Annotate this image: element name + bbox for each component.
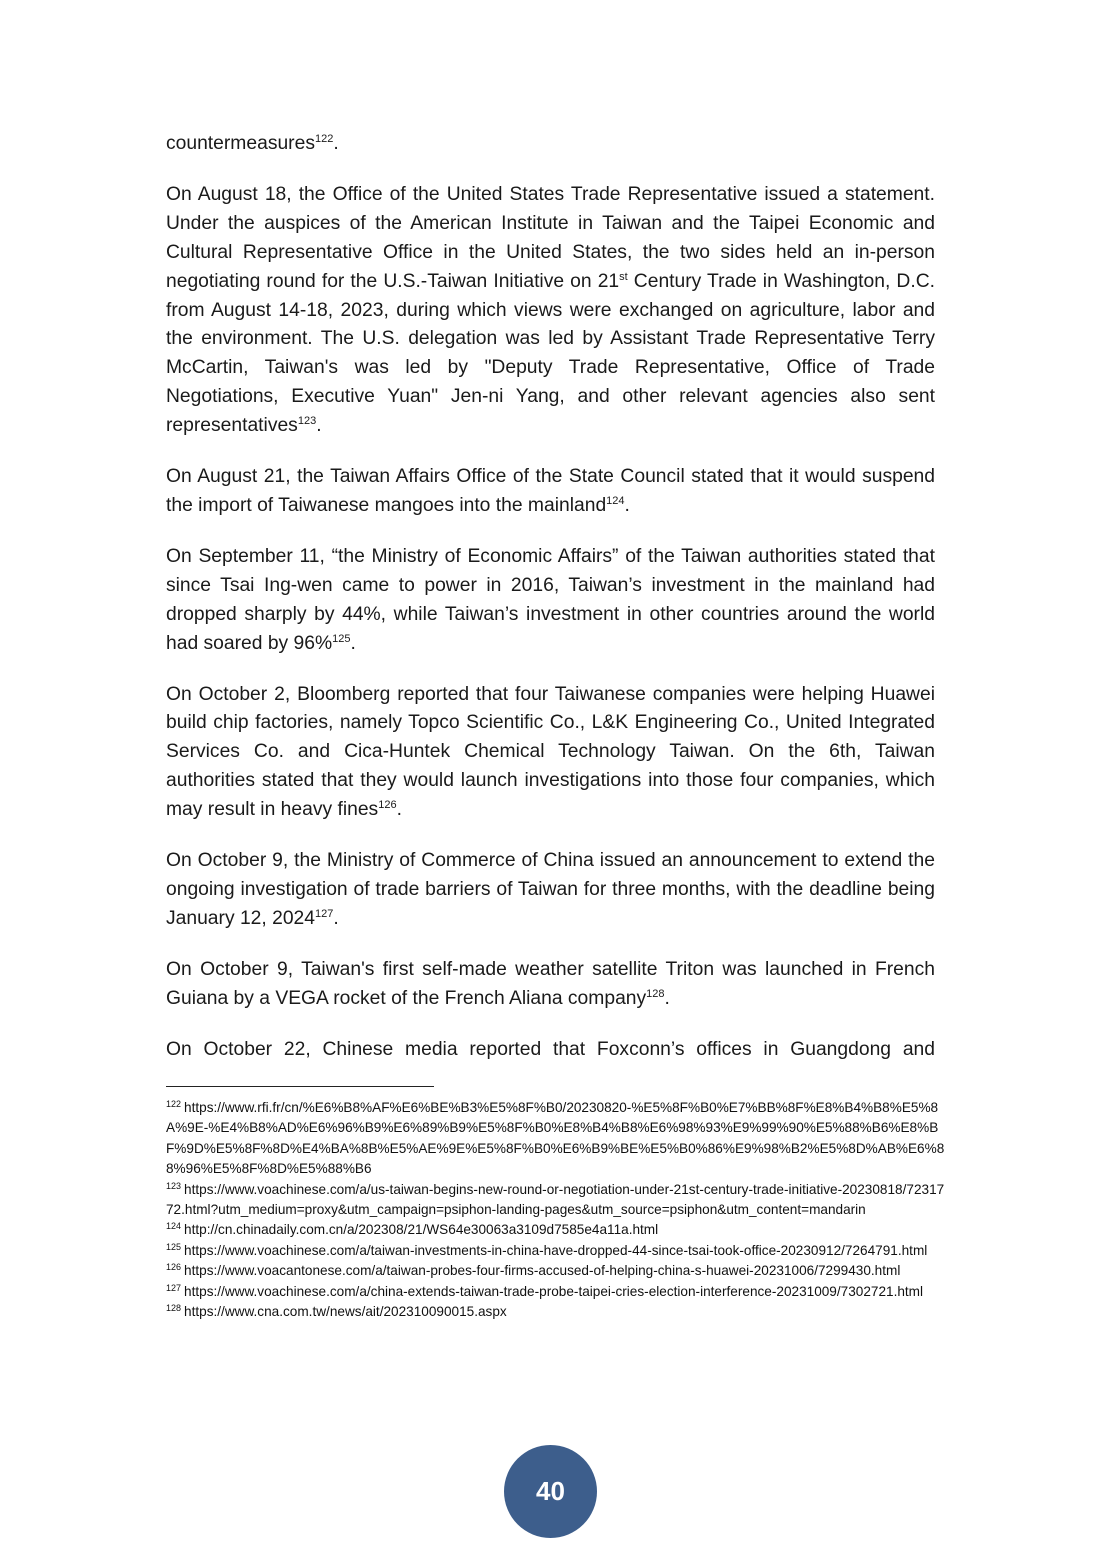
footnote-item [166,1261,946,1281]
paragraph-october-9-trade: On October 9, the Ministry of Commerce of China issued an announcement to extend the ongoing investigation of trade barriers of Taiwan for three months, with the deadline being January 12, 2024$^{127}$. [166,850,935,929]
footnote-number: 125 [166,1241,182,1252]
ordinal-suffix: st [619,270,628,283]
footnote-number: 128 [166,1303,182,1314]
footnote-number: 126 [166,1262,182,1273]
footnote-ref-126[interactable]: 126 [378,799,397,812]
paragraph-august-18: On August 18, the Office of the United States Trade Representative issued a statement. Under the auspices of the American Institute in Taiwan and the Taipei Economic and Cultural Representative Office in the United States, the two sides held an in-person negotiating round for the U.S.-Taiwan Initiative on 21st Century Trade in Washington, D.C. from August 14-18, 2023, during which views were exchanged on agriculture, labor and the environment. The U.S. delegation was led by Assistant Trade Representative Terry McCartin, Taiwan's was led by "Deputy Trade Representative, Office of Trade Negotiations, Executive Yuan" Jen-ni Yang, and other relevant agencies also sent representatives$^{123}$. [166,183,935,437]
footnote-number: 122 [166,1099,182,1109]
footnote-ref-125[interactable]: 125 [332,632,351,645]
footnote-item [166,1282,946,1302]
footnote-item [166,1220,946,1240]
footnote-ref-122[interactable]: 122 [314,133,334,145]
footnote-link[interactable]: http://cn.chinadaily.com.cn/a/202308/21/WS64e30063a3109d7585e4a11a.html [184,1222,659,1238]
footnotes [166,1098,946,1322]
page-number: 40 [536,1476,565,1506]
footnote-ref-123[interactable]: 123 [297,415,317,428]
footnote-link[interactable]: https://www.voachinese.com/a/taiwan-investments-in-china-have-dropped-44-since-tsai-took-office-20230912/7264791.html [184,1242,928,1258]
body-text [166,130,935,1064]
footnote-item [166,1180,946,1221]
paragraph-october-22: On October 22, Chinese media reported that Foxconn’s offices in Guangdong and [166,1038,935,1060]
paragraph-october-2: On October 2, Bloomberg reported that four Taiwanese companies were helping Huawei build chip factories, namely Topco Scientific Co., L&K Engineering Co., United Integrated Services Co. and Cica-Huntek Chemical Technology Taiwan. On the 6th, Taiwan authorities stated that they would launch investigations into those four companies, which may result in heavy fines$^{126}$. [166,683,935,821]
footnote-link[interactable]: https://www.voachinese.com/a/us-taiwan-begins-new-round-or-negotiation-under-21st-century-trade-initiative-20230818/7231772.html?utm_medium=proxy&utm_campaign=psiphon-landing-pages&utm_source=psiphon&utm_content=mandarin [166,1181,945,1218]
paragraph-october-9-satellite: On October 9, Taiwan's first self-made weather satellite Triton was launched in French Guiana by a VEGA rocket of the French Aliana company$^{128}$. [166,958,935,1009]
footnote-separator [166,1086,434,1087]
footnote-link[interactable]: https://www.voacantonese.com/a/taiwan-probes-four-firms-accused-of-helping-china-s-huawei-20231006/7299430.html [184,1263,901,1279]
paragraph-continuation: countermeasures$^{122}$. [166,133,339,154]
footnote-number: 123 [166,1180,182,1191]
footnote-item [166,1098,946,1180]
paragraph-august-21: On August 21, the Taiwan Affairs Office of the State Council stated that it would suspend the import of Taiwanese mangoes into the mainland$^{124}$. [166,466,935,516]
footnote-number: 124 [166,1221,182,1232]
page-number-badge [504,1445,597,1538]
footnote-ref-128[interactable]: 128 [646,987,665,1000]
footnote-link[interactable]: https://www.cna.com.tw/news/ait/202310090015.aspx [184,1304,507,1320]
paragraph-september-11: On September 11, “the Ministry of Economic Affairs” of the Taiwan authorities stated that since Tsai Ing-wen came to power in 2016, Taiwan’s investment in the mainland had dropped sharply by 44%, while Taiwan’s investment in other countries around the world had soared by 96%$^{125}$. [166,545,935,654]
footnote-ref-127[interactable]: 127 [315,907,334,920]
footnote-number: 127 [166,1282,182,1293]
footnote-link[interactable]: https://www.rfi.fr/cn/%E6%B8%AF%E6%BE%B3%E5%8F%B0/20230820-%E5%8F%B0%E7%BB%8F%E8%B4%B8%E5%8A%9E-%E4%B8%AD%E6%96%B9%E6%89%B9%E5%8F%B0%E8%B4%B8%E6%98%93%E9%99%90%E5%88%B6%E8%BF%9D%E5%8F%8D%E4%BA%8B%E5%AE%9E%E5%8F%B0%E6%B9%BE%E5%B0%86%E9%98%B2%E5%8D%AB%E6%88%96%E5%8F%8D%E5%88%B6 [166,1100,945,1177]
footnote-item [166,1302,946,1322]
footnote-item [166,1241,946,1261]
footnote-link[interactable]: https://www.voachinese.com/a/china-extends-taiwan-trade-probe-taipei-cries-election-interference-20231009/7302721.html [184,1283,924,1299]
footnote-ref-124[interactable]: 124 [606,494,625,507]
